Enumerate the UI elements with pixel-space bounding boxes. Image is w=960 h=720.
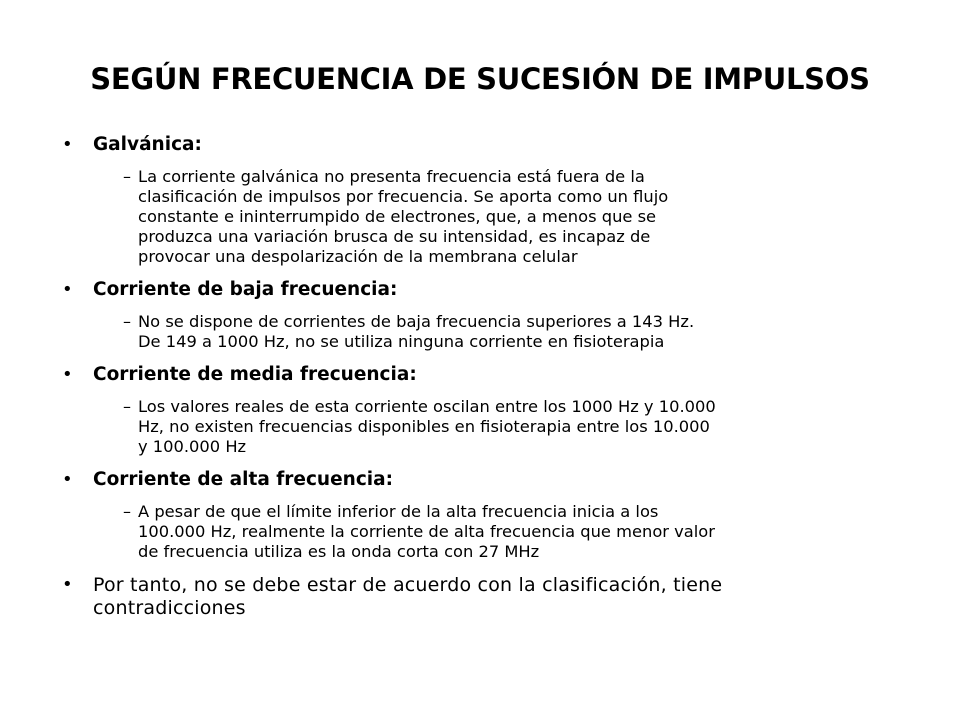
dash-icon: – bbox=[123, 167, 131, 186]
sub-bullet-alta-frecuencia bbox=[62, 502, 922, 562]
bullet-icon: • bbox=[62, 469, 73, 490]
slide-title: SEGÚN FRECUENCIA DE SUCESIÓN DE IMPULSOS bbox=[90, 62, 870, 96]
text-line: constante e ininterrumpido de electrones, que, a menos que se bbox=[138, 207, 657, 226]
sub-bullet-text bbox=[138, 312, 922, 352]
text-line: Por tanto, no se debe estar de acuerdo con la clasificación, tiene bbox=[93, 574, 723, 596]
bullet-icon: • bbox=[62, 279, 73, 300]
sub-bullet-galvanica bbox=[62, 167, 922, 267]
bullet-icon: • bbox=[62, 574, 73, 595]
text-line: La corriente galvánica no presenta frecuencia está fuera de la bbox=[138, 167, 645, 186]
bullet-galvanica bbox=[62, 134, 922, 156]
sub-bullet-baja-frecuencia bbox=[62, 312, 922, 352]
bullet-heading: Corriente de baja frecuencia: bbox=[93, 279, 398, 300]
sub-bullet-text bbox=[138, 397, 922, 457]
bullet-heading: Corriente de alta frecuencia: bbox=[93, 469, 394, 490]
bullet-media-frecuencia bbox=[62, 364, 922, 386]
sub-bullet-text bbox=[138, 502, 922, 562]
sub-bullet-media-frecuencia bbox=[62, 397, 922, 457]
text-line: y 100.000 Hz bbox=[138, 437, 247, 456]
bullet-heading: Galvánica: bbox=[93, 134, 202, 155]
bullet-alta-frecuencia bbox=[62, 469, 922, 491]
text-line: A pesar de que el límite inferior de la alta frecuencia inicia a los bbox=[138, 502, 659, 521]
text-line: De 149 a 1000 Hz, no se utiliza ninguna corriente en fisioterapia bbox=[138, 332, 665, 351]
text-line: 100.000 Hz, realmente la corriente de alta frecuencia que menor valor bbox=[138, 522, 715, 541]
bullet-baja-frecuencia bbox=[62, 279, 922, 301]
text-line: Hz, no existen frecuencias disponibles en fisioterapia entre los 10.000 bbox=[138, 417, 710, 436]
bullet-icon: • bbox=[62, 364, 73, 385]
sub-bullet-text bbox=[138, 167, 922, 267]
bullet-conclusion bbox=[62, 574, 922, 620]
dash-icon: – bbox=[123, 397, 131, 416]
text-line: contradicciones bbox=[93, 597, 246, 619]
text-line: de frecuencia utiliza es la onda corta con 27 MHz bbox=[138, 542, 540, 561]
text-line: produzca una variación brusca de su intensidad, es incapaz de bbox=[138, 227, 651, 246]
text-line: No se dispone de corrientes de baja frecuencia superiores a 143 Hz. bbox=[138, 312, 695, 331]
text-line: clasificación de impulsos por frecuencia. Se aporta como un flujo bbox=[138, 187, 669, 206]
dash-icon: – bbox=[123, 312, 131, 331]
dash-icon: – bbox=[123, 502, 131, 521]
slide-content bbox=[62, 134, 922, 620]
conclusion-text bbox=[93, 574, 922, 620]
bullet-icon: • bbox=[62, 134, 73, 155]
bullet-heading: Corriente de media frecuencia: bbox=[93, 364, 417, 385]
text-line: Los valores reales de esta corriente oscilan entre los 1000 Hz y 10.000 bbox=[138, 397, 716, 416]
text-line: provocar una despolarización de la membrana celular bbox=[138, 247, 578, 266]
